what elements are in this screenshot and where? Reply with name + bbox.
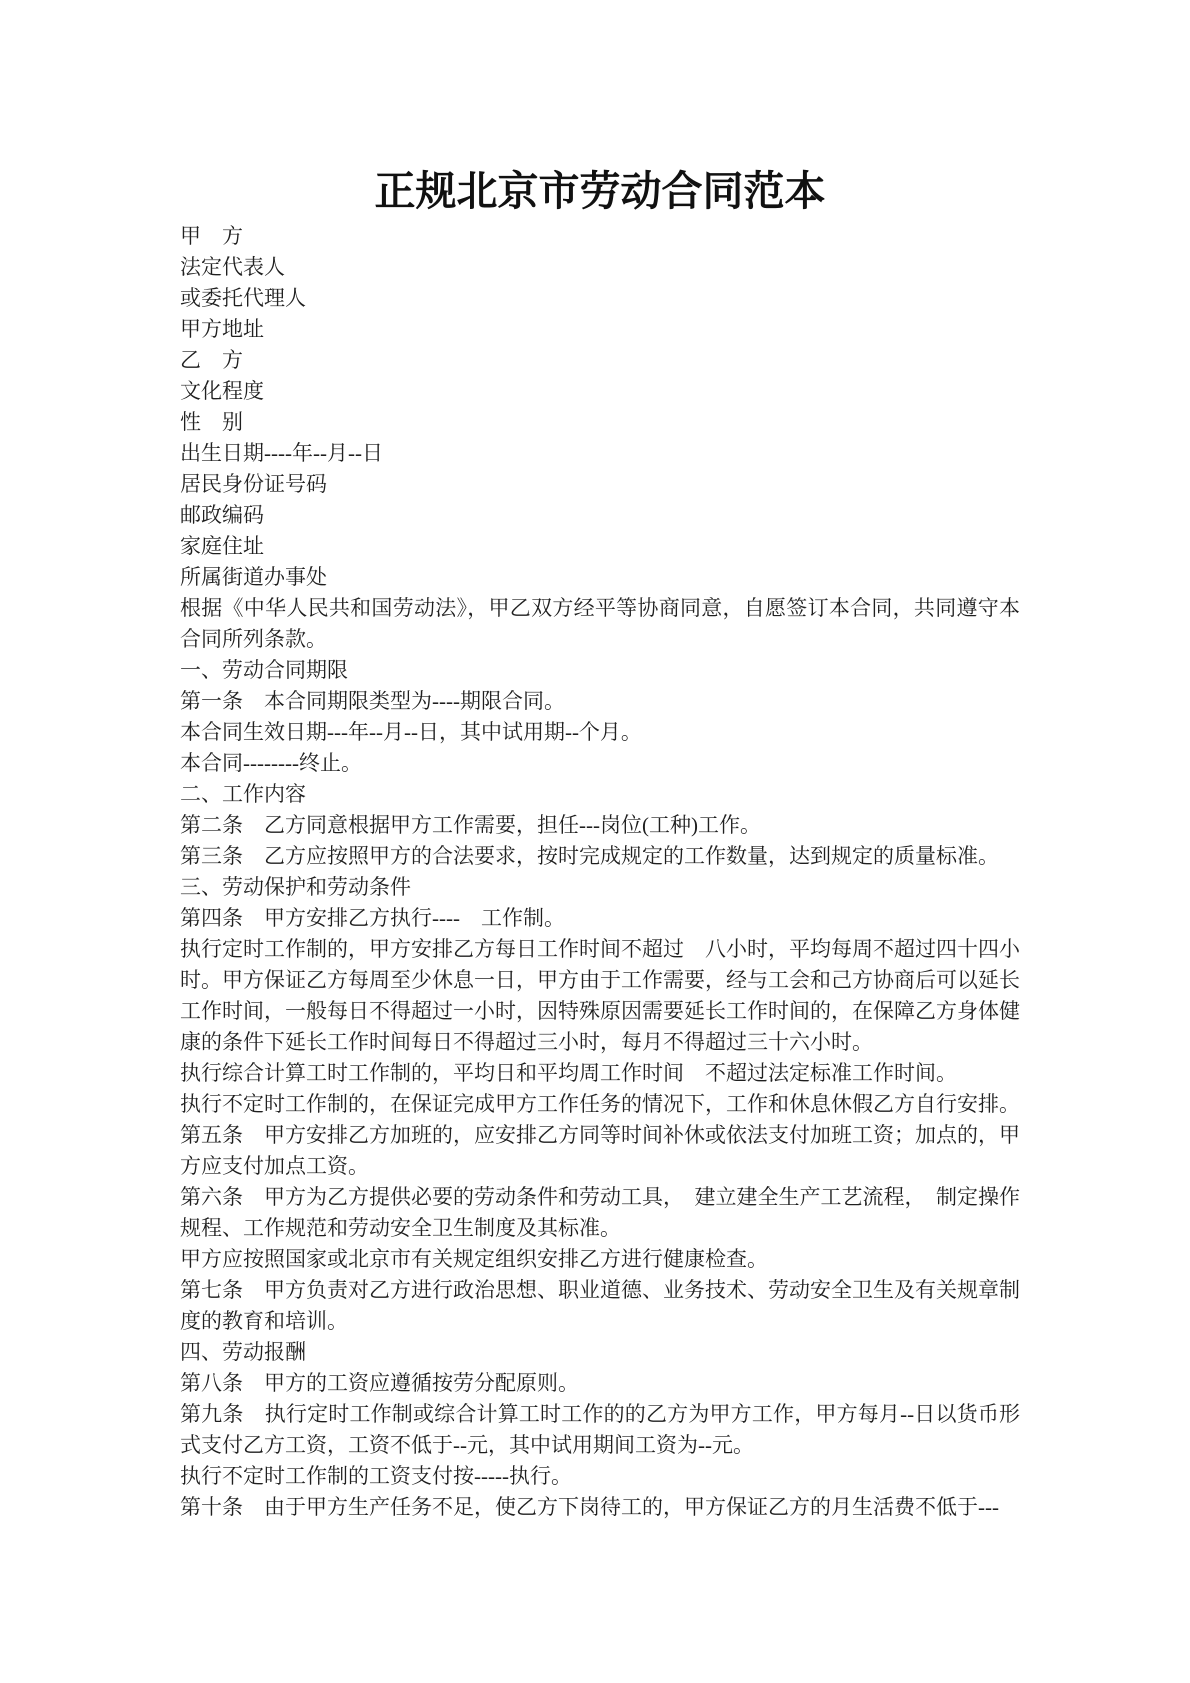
document-paragraph: 甲 方 — [180, 224, 243, 248]
document-paragraph: 性 别 — [180, 410, 243, 434]
document-paragraph: 第一条 本合同期限类型为----期限合同。 — [180, 689, 565, 713]
document-paragraph: 第六条 甲方为乙方提供必要的劳动条件和劳动工具， 建立建全生产工艺流程， 制定操作规程、工作规范和劳动安全卫生制度及其标准。 — [180, 1185, 1020, 1240]
document-paragraph: 第五条 甲方安排乙方加班的，应安排乙方同等时间补休或依法支付加班工资；加点的，甲方应支付加点工资。 — [180, 1123, 1020, 1178]
document-paragraph: 本合同--------终止。 — [180, 751, 362, 775]
document-paragraph: 四、劳动报酬 — [180, 1340, 306, 1364]
document-paragraph: 所属街道办事处 — [180, 565, 327, 589]
document-paragraph: 本合同生效日期---年--月--日，其中试用期--个月。 — [180, 720, 642, 744]
document-paragraph: 执行定时工作制的，甲方安排乙方每日工作时间不超过 八小时，平均每周不超过四十四小时。甲方保证乙方每周至少休息一日，甲方由于工作需要，经与工会和己方协商后可以延长工作时间，一般每日不得超过一小时，因特殊原因需要延长工作时间的，在保障乙方身体健康的条件下延长工作时间每日不得超过三小时，每月不得超过三十六小时。 — [180, 937, 1020, 1054]
document-paragraph: 第三条 乙方应按照甲方的合法要求，按时完成规定的工作数量，达到规定的质量标准。 — [180, 844, 999, 868]
document-paragraph: 第二条 乙方同意根据甲方工作需要，担任---岗位(工种)工作。 — [180, 813, 761, 837]
document-body — [180, 221, 1020, 1523]
document-paragraph: 第四条 甲方安排乙方执行---- 工作制。 — [180, 906, 565, 930]
document-paragraph: 根据《中华人民共和国劳动法》，甲乙双方经平等协商同意，自愿签订本合同，共同遵守本合同所列条款。 — [180, 596, 1020, 651]
document-paragraph: 出生日期----年--月--日 — [180, 441, 383, 465]
document-paragraph: 执行不定时工作制的工资支付按-----执行。 — [180, 1464, 572, 1488]
document-paragraph: 二、工作内容 — [180, 782, 306, 806]
document-paragraph: 法定代表人 — [180, 255, 285, 279]
document-paragraph: 一、劳动合同期限 — [180, 658, 348, 682]
document-paragraph: 执行综合计算工时工作制的，平均日和平均周工作时间 不超过法定标准工作时间。 — [180, 1061, 957, 1085]
document-content — [180, 0, 1020, 1523]
document-paragraph: 甲方应按照国家或北京市有关规定组织安排乙方进行健康检查。 — [180, 1247, 768, 1271]
document-paragraph: 或委托代理人 — [180, 286, 306, 310]
document-paragraph: 第八条 甲方的工资应遵循按劳分配原则。 — [180, 1371, 579, 1395]
document-paragraph: 第九条 执行定时工作制或综合计算工时工作的的乙方为甲方工作，甲方每月--日以货币形式支付乙方工资，工资不低于--元，其中试用期间工资为--元。 — [180, 1402, 1020, 1457]
document-paragraph: 执行不定时工作制的，在保证完成甲方工作任务的情况下，工作和休息休假乙方自行安排。 — [180, 1092, 1020, 1116]
document-paragraph: 第十条 由于甲方生产任务不足，使乙方下岗待工的，甲方保证乙方的月生活费不低于--- — [180, 1495, 999, 1519]
document-paragraph: 居民身份证号码 — [180, 472, 327, 496]
document-paragraph: 甲方地址 — [180, 317, 264, 341]
document-paragraph: 第七条 甲方负责对乙方进行政治思想、职业道德、业务技术、劳动安全卫生及有关规章制度的教育和培训。 — [180, 1278, 1020, 1333]
document-paragraph: 邮政编码 — [180, 503, 264, 527]
document-paragraph: 家庭住址 — [180, 534, 264, 558]
document-paragraph: 三、劳动保护和劳动条件 — [180, 875, 411, 899]
document-title: 正规北京市劳动合同范本 — [374, 168, 826, 214]
document-paragraph: 文化程度 — [180, 379, 264, 403]
document-paragraph: 乙 方 — [180, 348, 243, 372]
